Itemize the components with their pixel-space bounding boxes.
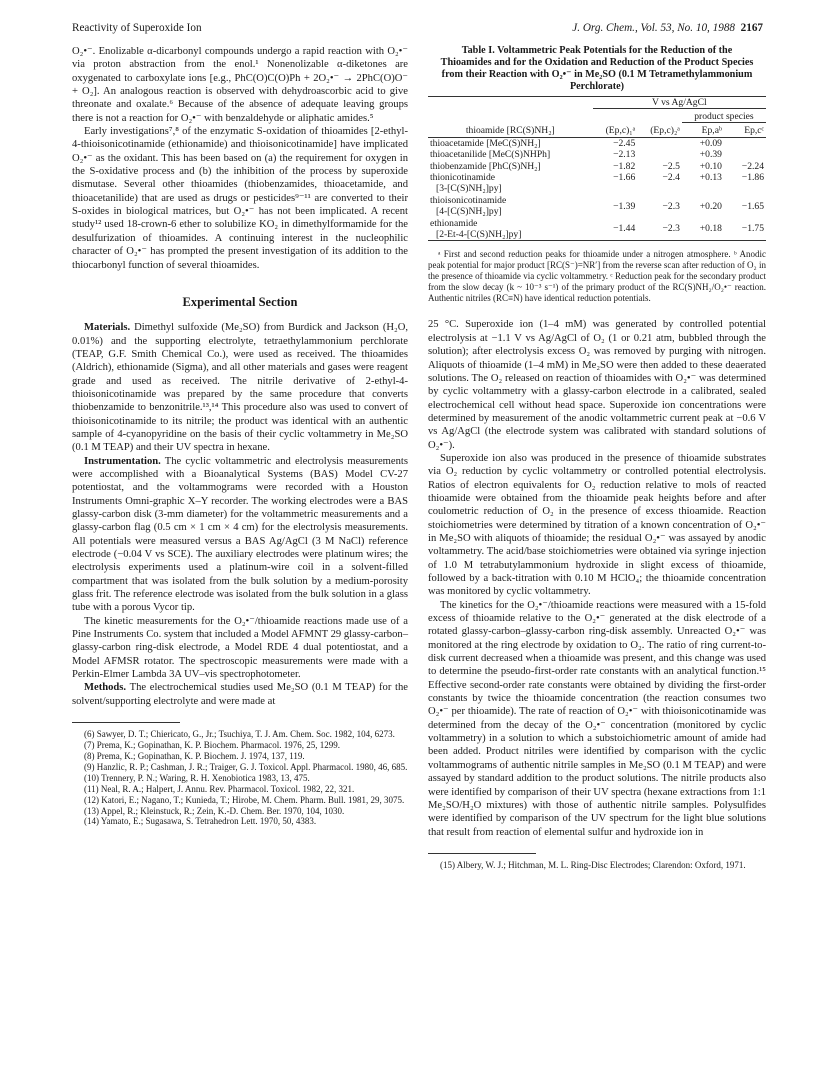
table-row <box>428 172 766 195</box>
table-cell <box>724 137 766 149</box>
methods-heading: Methods. <box>84 682 127 694</box>
table-cell <box>428 195 593 218</box>
kinetics-paragraph: The kinetics for the O₂•⁻/thioamide reactions were measured with a 15-fold excess of thioamide relative to the O₂•⁻ generated at the disk electrode of a rotated glassy-carbon–glassy-carbon ring-disk assembly. Unreacted O₂•⁻ was monitored at the ring electrode by oxidation to O₂. The ratio of ring current-to-disk current decreased when a thioamide was present, and this change was used to determine the pseudo-first-order rate constants with an analytical function.¹⁵ Effective second-order rate constants were obtained by dividing the first-order constants by twice the thioamide concentration (the reaction consumes two O₂•⁻ per thioamide). The rate of reaction of O₂•⁻ with thioisonicotinamide was determined from the decay of the O₂•⁻ concentration (monitored by cyclic voltammetry) in a solution to which a substoichiometric amount of amide had been added. Product nitriles were identified by comparison with the cyclic voltammograms of authentic nitrile samples in Me₂SO (0.1 M TEAP) and were assayed by standard addition to the product solutions. The nitrile products also were identified by comparison of their UV spectra (hexane extractions from 1:1 Me₂SO/H₂O mixtures) with those of authentic nitrile samples. Polysulfides were identified by comparison of the UV spectrum for the light blue solutions that result from reaction of elemental sulfur and hydroxide ion in <box>428 599 766 838</box>
table-cell: −2.45 <box>613 137 636 149</box>
table-col-header: Ep,aᵇ <box>682 123 724 137</box>
instrumentation-paragraph <box>72 455 408 615</box>
table-cell <box>637 137 682 149</box>
table-col-header: (Ep,c)₁ᵃ <box>593 123 638 137</box>
left-column <box>72 45 408 827</box>
table-row <box>428 161 766 172</box>
methods-text: The electrochemical studies used Me₂SO (0.1 M TEAP) for the solvent/supporting electrolyte and were made at <box>72 682 408 707</box>
table-cell: −1.82 <box>613 160 636 172</box>
row-formula: [2-Et-4-[C(S)NH₂]py] <box>436 229 522 241</box>
table-row <box>428 195 766 218</box>
reference: (15) Albery, W. J.; Hitchman, M. L. Ring-Disc Electrodes; Clarendon: Oxford, 1971. <box>440 859 746 870</box>
table-col-header: Ep,cᶜ <box>724 123 766 137</box>
reference: (11) Neal, R. A.; Halpert, J. Annu. Rev. Pharmacol. Toxicol. 1982, 22, 321. <box>84 783 355 794</box>
materials-heading: Materials. <box>84 322 131 334</box>
table-row <box>428 149 766 160</box>
table-cell: −1.66 <box>613 172 636 184</box>
reference: (12) Katori, E.; Nagano, T.; Kunieda, T.; Hirobe, M. Chem. Pharm. Bull. 1981, 29, 3075. <box>84 794 405 805</box>
table-row <box>428 137 766 149</box>
references-left <box>72 729 408 827</box>
table-cell <box>428 172 593 195</box>
instrumentation-text: The cyclic voltammetric and electrolysis measurements were accomplished with a Bioanalytical Systems (BAS) Model CV-27 potentiostat, and the voltammograms were recorded with a Houston Instruments Omni-graphic X–Y recorder. The working electrodes were a BAS glassy-carbon disk (3-mm diameter) for the voltammetric measurements and a glassy-carbon flag (0.5 cm × 1 cm × 4 cm) for the electrolysis measurements. All potentials were measured versus a BAS Ag/AgCl (3 M NaCl) reference electrode (−0.04 V vs SCE). The auxiliary electrodes were platinum wires; the electrolysis experiments used a platinum-wire coil in a solvent-filled compartment that was isolated from the bulk solution by a medium-porosity glass frit. The reference electrode was isolated from the bulk solution in a glass tube with a porous Vycor tip. <box>72 455 408 614</box>
table-cell <box>724 149 766 160</box>
table-cell: −2.5 <box>662 160 680 172</box>
table-footnotes <box>428 249 766 304</box>
table-span-header: V vs Ag/AgCl <box>593 97 766 109</box>
stoichiometry-paragraph: Superoxide ion also was produced in the presence of thioamide substrates via O₂ reduction by cyclic voltammetry or controlled potential electrolysis. Ratios of electron equivalents for O₂ reduction relative to mols of reacted thioamide were obtained from the thioamide peak heights before and after coulometric reduction of O₂ in the presence of excess thioamide. Reaction stoichiometries were determined by titration of a known concentration of O₂•⁻ in Me₂SO with aliquots of thioamide; the residual O₂•⁻ was assayed by anodic voltammetry. The acid/base stoichiometries were obtained via syringe injection of 1.0 M tetrabutylammonium hydroxide in slight excess of thioamide, followed by a back-titration with 0.10 M HClO₄; the thioamide concentration was monitored by cyclic voltammetry. <box>428 452 766 598</box>
methods-paragraph <box>72 681 408 708</box>
table-cell: thiobenzamide [PhC(S)NH₂] <box>430 160 541 172</box>
right-column <box>428 45 766 871</box>
intro-paragraph-2: Early investigations⁷,⁸ of the enzymatic S-oxidation of thioamides [2-ethyl-4-thioisonicotinamide (ethionamide) and thioisonicotinamide] have implicated O₂•⁻ as the oxidant. This has been based on (a) the requirement for oxygen in the S-oxidative process and (b) the inhibition of the process by superoxide dismutase. Several other thioamides (thiobenzamides, thioacetamide, and thioacetanilide) that are used as drugs or pesticides⁹⁻¹¹ are converted to their S-oxides in biological matrices, but O₂•⁻ has not been implicated. A recent study¹² used 18-crown-6 ether to solubilize KO₂ in dimethylformamide for the desulfurization of thioamides. A continuing interest in the nucleophilic character of O₂•⁻ has prompted the present investigation of its addition to the thiocarbonyl function of several thioamides. <box>72 126 408 271</box>
row-formula: [3-[C(S)NH₂]py] <box>436 183 502 195</box>
table-cell: −2.13 <box>613 149 636 161</box>
table-col-header: thioamide [RC(S)NH₂] <box>428 123 593 137</box>
table-cell <box>637 149 682 160</box>
table-cell: −2.3 <box>662 200 680 212</box>
reference: (7) Prema, K.; Gopinathan, K. P. Biochem. Pharmacol. 1976, 25, 1299. <box>84 740 340 751</box>
row-name: thionicotinamide <box>430 172 496 184</box>
row-name: thioisonicotinamide <box>430 194 507 206</box>
methods-continued-paragraph: 25 °C. Superoxide ion (1–4 mM) was generated by controlled potential electrolysis at −1.1 V vs Ag/AgCl of O₂ (1 or 0.21 atm, bubbled through the solution); after electrolysis excess O₂ was removed by purging with nitrogen. Aliquots of thioamide (1–4 mM) in Me₂SO were then added to these deaerated solutions. The O₂ released on reaction of thioamides with O₂•⁻ was determined by cyclic voltammetry with a glassy-carbon electrode in a calibrated, sealed electrochemical cell without head space. Superoxide ion concentrations were determined by measurement of the anodic voltammetric current peak at −0.6 V vs Ag/AgCl (the electrode system was calibrated with standard solutions of O₂•⁻). <box>428 319 766 451</box>
references-right <box>428 860 766 871</box>
table-cell: +0.10 <box>699 160 722 172</box>
table-cell <box>428 218 593 241</box>
reference: (9) Hanzlic, R. P.; Cashman, J. R.; Traiger, G. J. Toxicol. Appl. Pharmacol. 1980, 46, 685. <box>84 761 408 772</box>
table-cell: +0.13 <box>699 172 722 184</box>
materials-text: Dimethyl sulfoxide (Me₂SO) from Burdick and Jackson (H₂O, 0.01%) and the supporting electrolyte, tetraethylammonium perchlorate (TEAP, G.F. Smith Chemical Co.), were used as received. The thioamides (Aldrich), ethionamide (Sigma), and all other materials and gases were reagent grade and used as received. The nitrile derivative of 2-ethyl-4-thioisonicotinamide was prepared by the same procedure that converts thiobenzamide to benzonitrile.¹³,¹⁴ This procedure also was used to convert of thioisonicotinamide to its nitrile; the product was identical with an authentic sample of 4-cyanopyridine on the basis of their cyclic voltammetry in Me₂SO (0.1 M TEAP) and their UV spectra in hexane. <box>72 322 408 454</box>
section-heading: Experimental Section <box>182 294 298 309</box>
table-cell: −2.24 <box>741 160 764 172</box>
reference: (14) Yamato, E.; Sugasawa, S. Tetrahedron Lett. 1970, 50, 4383. <box>84 816 317 827</box>
table-footnote: ᵃ First and second reduction peaks for thioamide under a nitrogen atmosphere. ᵇ Anodic peak potential for major product [RC(S⁻)=NR′] from the reverse scan after reduction of O₂ in the presence of thioamide via cyclic voltammetry. ᶜ Reduction peak for the secondary product from the slow decay (k ~ 10⁻³ s⁻¹) of the primary product of the RC(S)NH₂/O₂•⁻ reaction. Authentic nitriles (RC≡N) have identical reduction potentials. <box>428 249 766 304</box>
reference: (10) Trennery, P. N.; Waring, R. H. Xenobiotica 1983, 13, 475. <box>84 772 310 783</box>
table-row <box>428 218 766 241</box>
journal-name: J. Org. Chem., Vol. 53, No. 10, 1988 <box>572 22 736 34</box>
materials-paragraph <box>72 321 408 454</box>
table-cell: −1.65 <box>741 200 764 212</box>
table-cell: −2.4 <box>662 172 680 184</box>
kinetic-paragraph: The kinetic measurements for the O₂•⁻/thioamide reactions made use of a Pine Instruments Co. system that included a Model AFMNT 29 glassy-carbon–glassy-carbon ring-disk electrode, a Model RDE 4 dual potentiostat, and a Model AFMSR rotator. The spectroscopic measurements were made with a Perkin-Elmer Lambda 3A UV–vis spectrophotometer. <box>72 615 408 681</box>
table-cell: +0.09 <box>699 137 722 149</box>
row-name: ethionamide <box>430 217 478 229</box>
table-cell: thioacetamide [MeC(S)NH₂] <box>430 137 541 149</box>
table-cell: +0.39 <box>699 149 722 161</box>
instrumentation-heading: Instrumentation. <box>84 455 161 467</box>
table-cell: thioacetanilide [MeC(S)NHPh] <box>430 149 551 161</box>
table-cell: −2.3 <box>637 218 682 241</box>
footnote-rule <box>72 722 180 723</box>
table-title: Table I. Voltammetric Peak Potentials for the Reduction of the Thioamides and for the Oxidation and Reduction of the Product Species from their Reaction with O₂•⁻ in Me₂SO (0.1 M Tetramethylammonium Perchlorate) <box>440 45 754 92</box>
table-cell: −1.39 <box>613 200 636 212</box>
reference: (8) Prema, K.; Gopinathan, K. P. Biochem. J. 1974, 137, 119. <box>84 750 305 761</box>
table-col-header: (Ep,c)₂ᵃ <box>637 123 682 137</box>
table-cell: −1.44 <box>593 218 638 241</box>
journal-citation <box>572 22 763 34</box>
running-head: Reactivity of Superoxide Ion <box>72 22 202 34</box>
table-cell: +0.18 <box>682 218 724 241</box>
voltammetry-table <box>428 96 766 241</box>
footnote-rule <box>428 853 536 854</box>
table-cell: −1.86 <box>741 172 764 184</box>
table-cell: +0.20 <box>699 200 722 212</box>
table-product-header: product species <box>682 109 766 123</box>
row-formula: [4-[C(S)NH₂]py] <box>436 206 502 218</box>
reference: (6) Sawyer, D. T.; Chiericato, G., Jr.; Tsuchiya, T. J. Am. Chem. Soc. 1982, 104, 6273. <box>84 729 395 740</box>
page-number: 2167 <box>740 22 763 34</box>
reference: (13) Appel, R.; Kleinstuck, R.; Zein, K.-D. Chem. Ber. 1970, 104, 1030. <box>84 805 345 816</box>
table-cell: −1.75 <box>724 218 766 241</box>
intro-paragraph-1: O₂•⁻. Enolizable α-dicarbonyl compounds undergo a rapid reaction with O₂•⁻ via proton abstraction from the enol.¹ Nonenolizable α-diketones are oxygenated to carboxylate ions [e.g., PhC(O)C(O)Ph + 2O₂•⁻ → 2PhC(O)O⁻ + O₂]. An analogous reaction is observed with dehydroascorbic acid to give threonate and oxalate.⁶ Because of the absence of adequate leaving groups there is not a reaction for O₂•⁻ with benzaldehyde or aliphatic amides.⁵ <box>72 46 408 124</box>
